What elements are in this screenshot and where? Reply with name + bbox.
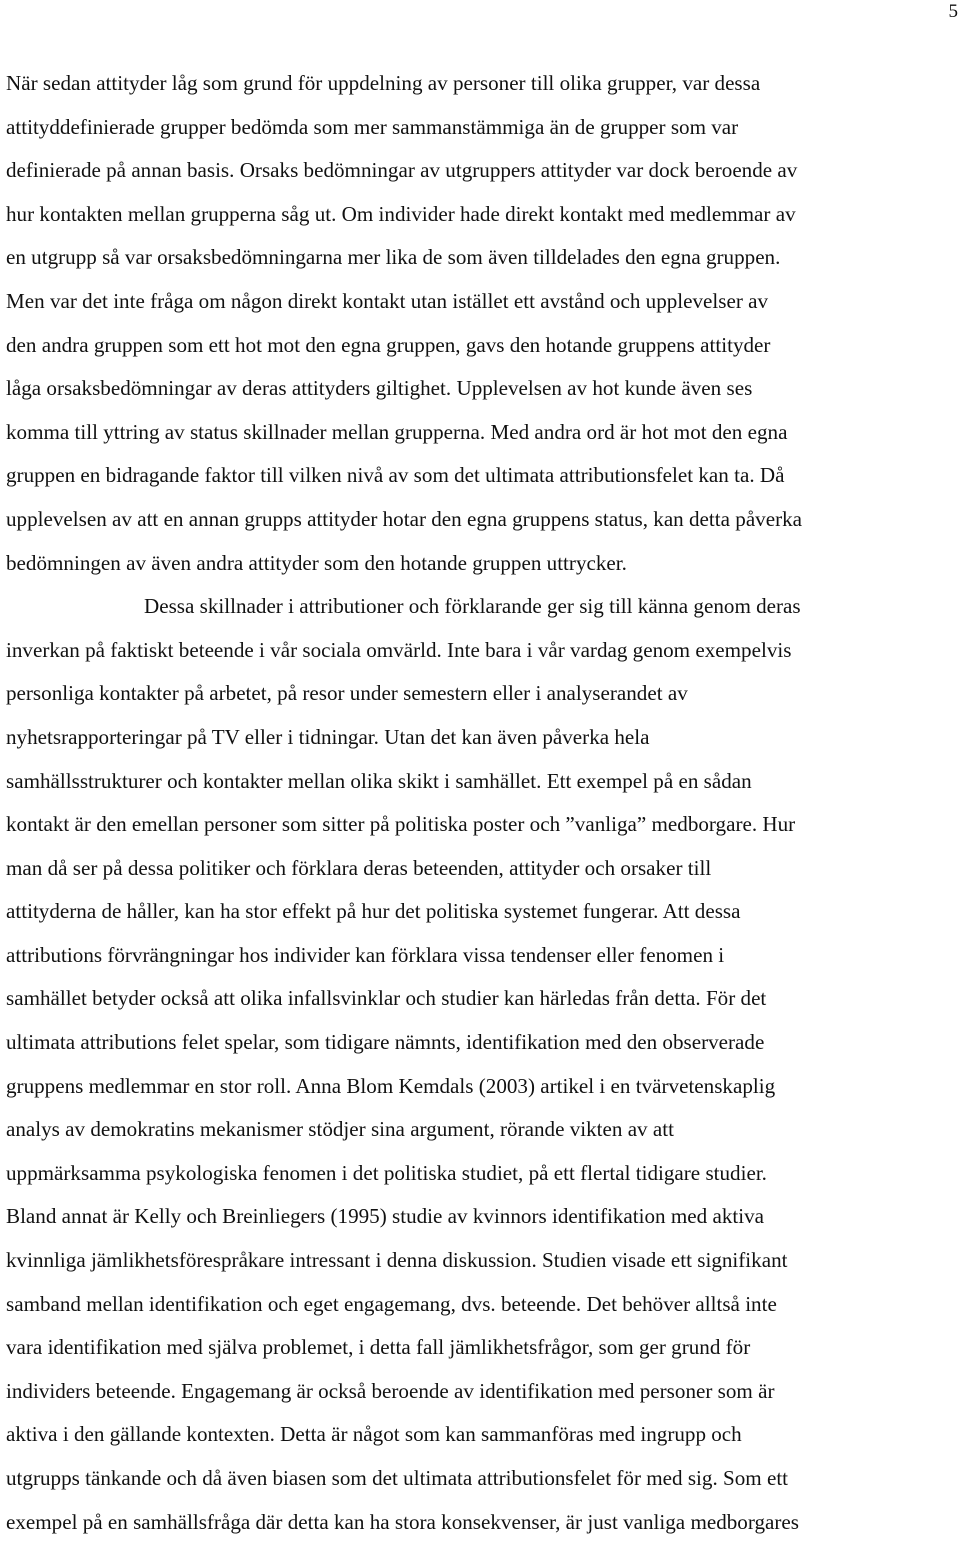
text-line: bedömningen av även andra attityder som den hotande gruppen uttrycker. bbox=[6, 550, 627, 575]
text-line: attityddefinierade grupper bedömda som mer sammanstämmiga än de grupper som var bbox=[6, 114, 739, 139]
paragraph-1 bbox=[6, 62, 957, 585]
text-line: personliga kontakter på arbetet, på resor under semestern eller i analyserandet av bbox=[6, 681, 688, 706]
document-body bbox=[6, 62, 957, 1544]
text-line: exempel på en samhällsfråga där detta kan ha stora konsekvenser, är just vanliga medborgares bbox=[6, 1509, 800, 1534]
text-line: vara identifikation med själva problemet, i detta fall jämlikhetsfrågor, som ger grund för bbox=[6, 1335, 751, 1360]
text-line: uppmärksamma psykologiska fenomen i det politiska studiet, på ett flertal tidigare studier. bbox=[6, 1160, 767, 1185]
text-line: utgrupps tänkande och då även biasen som det ultimata attributionsfelet för med sig. Som ett bbox=[6, 1466, 789, 1490]
text-line: komma till yttring av status skillnader mellan grupperna. Med andra ord är hot mot den egna bbox=[6, 419, 788, 444]
text-line: analys av demokratins mekanismer stödjer sina argument, rörande vikten av att bbox=[6, 1117, 674, 1142]
text-line: den andra gruppen som ett hot mot den egna gruppen, gavs den hotande gruppens attityder bbox=[6, 332, 771, 357]
text-line: låga orsaksbedömningar av deras attityders giltighet. Upplevelsen av hot kunde även ses bbox=[6, 376, 753, 401]
text-line: ultimata attributions felet spelar, som tidigare nämnts, identifikation med den observerade bbox=[6, 1030, 765, 1055]
text-line: samband mellan identifikation och eget engagemang, dvs. beteende. Det behöver alltså inte bbox=[6, 1291, 777, 1316]
text-line: kvinnliga jämlikhetsförespråkare intressant i denna diskussion. Studien visade ett signifikant bbox=[6, 1248, 788, 1273]
text-line: hur kontakten mellan grupperna såg ut. Om individer hade direkt kontakt med medlemmar av bbox=[6, 201, 796, 226]
text-line: kontakt är den emellan personer som sitter på politiska poster och ”vanliga” medborgare. Hur bbox=[6, 812, 796, 837]
text-line: aktiva i den gällande kontexten. Detta är något som kan sammanföras med ingrupp och bbox=[6, 1422, 742, 1447]
text-line: nyhetsrapporteringar på TV eller i tidningar. Utan det kan även påverka hela bbox=[6, 724, 650, 749]
text-line: gruppens medlemmar en stor roll. Anna Blom Kemdals (2003) artikel i en tvärvetenskaplig bbox=[6, 1073, 776, 1098]
text-line: inverkan på faktiskt beteende i vår sociala omvärld. Inte bara i vår vardag genom exempelvis bbox=[6, 637, 792, 662]
text-line: Men var det inte fråga om någon direkt kontakt utan istället ett avstånd och upplevelser av bbox=[6, 288, 769, 313]
text-line: definierade på annan basis. Orsaks bedömningar av utgruppers attityder var dock beroende av bbox=[6, 158, 798, 183]
page-number: 5 bbox=[948, 1, 958, 22]
text-line: samhällsstrukturer och kontakter mellan olika skikt i samhället. Ett exempel på en sådan bbox=[6, 768, 752, 793]
text-line: attributions förvrängningar hos individer kan förklara vissa tendenser eller fenomen i bbox=[6, 942, 725, 967]
text-line: man då ser på dessa politiker och förklara deras beteenden, attityder och orsaker till bbox=[6, 855, 712, 880]
text-line: Bland annat är Kelly och Breinliegers (1995) studie av kvinnors identifikation med aktiva bbox=[6, 1204, 765, 1229]
text-line: attityderna de håller, kan ha stor effekt på hur det politiska systemet fungerar. Att dessa bbox=[6, 899, 741, 924]
text-line: samhället betyder också att olika infallsvinklar och studier kan härledas från detta. För det bbox=[6, 986, 767, 1011]
text-line: Dessa skillnader i attributioner och förklarande ger sig till känna genom deras bbox=[144, 594, 801, 619]
paragraph-2 bbox=[6, 585, 957, 1544]
text-line: När sedan attityder låg som grund för uppdelning av personer till olika grupper, var dessa bbox=[6, 71, 761, 95]
text-line: en utgrupp så var orsaksbedömningarna mer lika de som även tilldelades den egna gruppen. bbox=[6, 245, 781, 270]
text-line: gruppen en bidragande faktor till vilken nivå av som det ultimata attributionsfelet kan ta. Då bbox=[6, 463, 785, 488]
text-line: individers beteende. Engagemang är också beroende av identifikation med personer som är bbox=[6, 1378, 775, 1403]
text-line: upplevelsen av att en annan grupps attityder hotar den egna gruppens status, kan detta påverka bbox=[6, 506, 803, 531]
